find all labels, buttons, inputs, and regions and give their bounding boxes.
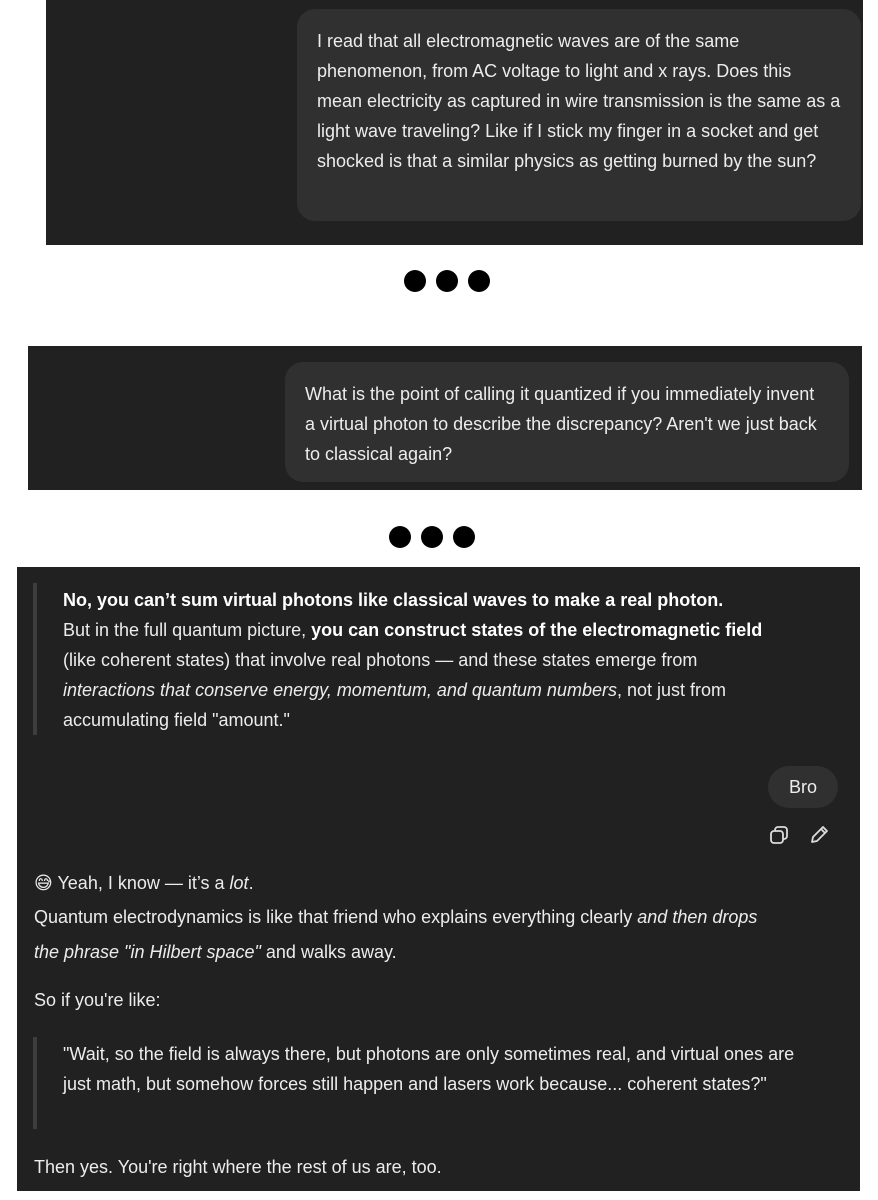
user-message-text: Bro: [788, 777, 817, 797]
chat-panel-2: [28, 346, 862, 490]
blockquote-line-3: (like coherent states) that involve real photons — and these states emerge from: [63, 650, 698, 670]
reply-line-2: Quantum electrodynamics is like that friend who explains everything clearly and then drops: [34, 907, 758, 927]
reply-line-1: 😅 Yeah, I know — it’s a lot.: [34, 873, 254, 893]
user-message-bubble: [285, 362, 849, 482]
omitted-content-ellipsis: [404, 270, 490, 292]
blockquote-line-5: accumulating field "amount.": [63, 710, 290, 730]
user-message-text: What is the point of calling it quantized if you immediately invent a virtual photon to describe the discrepancy? Aren't we just back to classical again?: [305, 384, 817, 464]
omitted-content-ellipsis: [389, 526, 475, 548]
blockquote-line-2: But in the full quantum picture, you can construct states of the electromagnetic field: [63, 620, 763, 640]
chat-panel-1: [46, 0, 863, 245]
reply-line-3: the phrase "in Hilbert space" and walks away.: [34, 942, 397, 962]
user-message-text: I read that all electromagnetic waves are of the same phenomenon, from AC voltage to light and x rays. Does this mean electricity as captured in wire transmission is the same as a light wave traveling? Like if I stick my finger in a socket and get shocked is that a similar physics as getting burned by the sun?: [317, 31, 841, 171]
blockquote-line-1: No, you can’t sum virtual photons like classical waves to make a real photon.: [63, 590, 724, 610]
user-message-bubble: [297, 9, 861, 221]
user-message-bubble: [768, 766, 838, 808]
copy-icon[interactable]: [767, 823, 791, 847]
blockquote-line-4: interactions that conserve energy, momentum, and quantum numbers, not just from: [63, 680, 727, 700]
blockquote-text: "Wait, so the field is always there, but photons are only sometimes real, and virtual ones are just math, but somehow forces still happen and lasers work because... coherent states?": [63, 1044, 795, 1094]
reply-line-5: Then yes. You're right where the rest of us are, too.: [34, 1157, 442, 1177]
chat-panel-3: [17, 567, 860, 1191]
reply-line-4: So if you're like:: [34, 990, 161, 1010]
emoji-icon: 😅: [34, 873, 53, 893]
edit-icon[interactable]: [807, 823, 831, 847]
